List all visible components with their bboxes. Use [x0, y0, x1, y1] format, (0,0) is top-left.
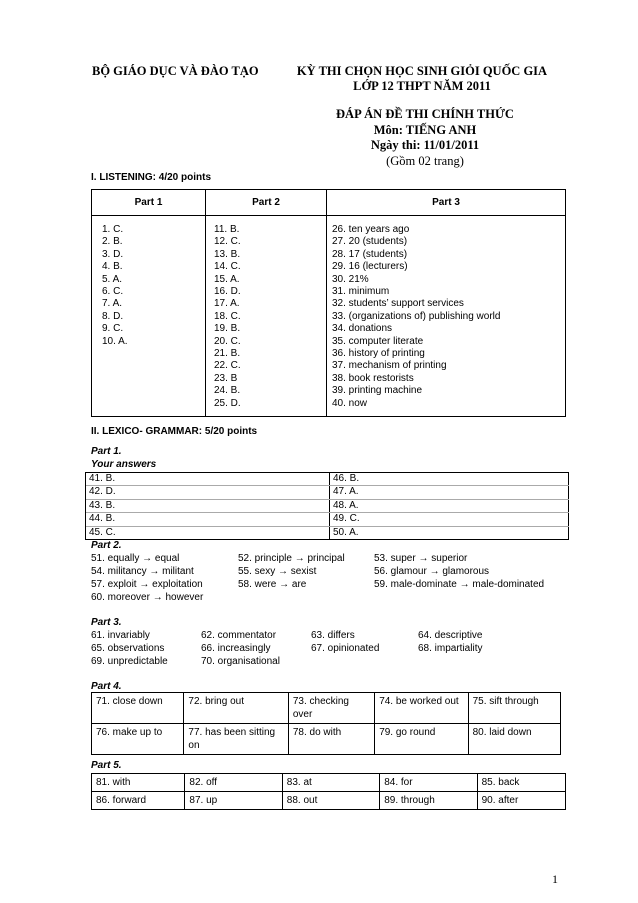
- part3-item: 68. impartiality: [418, 643, 483, 654]
- answer-item: 10. A.: [102, 335, 128, 347]
- answer-item: 13. B.: [214, 248, 241, 260]
- table-row: [86, 473, 569, 486]
- answer-item: 4. B.: [102, 261, 123, 273]
- answer-cell: 79. go round: [375, 724, 468, 755]
- answer-item: 37. mechanism of printing: [332, 360, 447, 372]
- answer-cell: 45. C.: [86, 527, 330, 539]
- part2-item: 60. moreover → however: [91, 592, 204, 603]
- table-row: [86, 500, 569, 513]
- table-row: [92, 792, 566, 810]
- answer-cell: 85. back: [477, 774, 565, 792]
- answer-item: 34. donations: [332, 323, 393, 335]
- answer-item: 38. book restorists: [332, 372, 414, 384]
- answer-cell: 49. C.: [330, 513, 569, 525]
- answer-cell: 76. make up to: [92, 724, 184, 755]
- answer-item: 16. D.: [214, 286, 241, 298]
- lexico-grammar-title: II. LEXICO- GRAMMAR: 5/20 points: [91, 426, 258, 437]
- part2-item: 58. were → are: [238, 579, 307, 590]
- answer-item: 1. C.: [102, 224, 124, 235]
- part2-title: Part 2.: [91, 540, 122, 551]
- answer-cell: 44. B.: [86, 513, 330, 525]
- page-count: (Gồm 02 trang): [386, 153, 464, 168]
- answer-cell: 88. out: [282, 792, 379, 810]
- answer-cell: 83. at: [282, 774, 379, 792]
- answer-item: 29. 16 (lecturers): [332, 261, 408, 273]
- part1-title: Part 1.: [91, 446, 122, 457]
- table-row: [92, 774, 566, 792]
- answer-item: 32. students’ support services: [332, 298, 464, 310]
- answer-item: 28. 17 (students): [332, 248, 408, 260]
- answer-item: 31. minimum: [332, 286, 390, 298]
- answer-item: 17. A.: [214, 298, 240, 310]
- table-row: [86, 486, 569, 499]
- exam-title-line1: KỲ THI CHỌN HỌC SINH GIỎI QUỐC GIA: [296, 64, 548, 78]
- part4-title: Part 4.: [91, 681, 122, 692]
- answer-cell: 75. sift through: [468, 693, 560, 724]
- listening-part2-answers: [214, 224, 241, 410]
- answer-cell: 90. after: [477, 792, 565, 810]
- answer-item: 27. 20 (students): [332, 236, 408, 248]
- part3-item: 62. commentator: [201, 630, 277, 641]
- exam-title: [284, 64, 560, 94]
- part2-item: 57. exploit → exploitation: [91, 579, 203, 590]
- part4-table: [91, 692, 561, 755]
- answer-cell: 78. do with: [288, 724, 374, 755]
- answer-item: 23. B: [214, 372, 238, 384]
- exam-date: Ngày thi: 11/01/2011: [370, 138, 480, 152]
- answer-cell: 87. up: [185, 792, 282, 810]
- answer-cell: 72. bring out: [184, 693, 288, 724]
- answer-item: 21. B.: [214, 348, 241, 360]
- answer-cell: 82. off: [185, 774, 282, 792]
- answer-item: 9. C.: [102, 323, 124, 335]
- table-row: [92, 724, 561, 755]
- answer-cell: 86. forward: [92, 792, 185, 810]
- answer-cell: 89. through: [380, 792, 477, 810]
- part3-item: 61. invariably: [91, 630, 150, 641]
- answer-item: 7. A.: [102, 298, 123, 310]
- answer-cell: 81. with: [92, 774, 185, 792]
- table-row: [86, 527, 569, 540]
- column-divider: [205, 190, 206, 416]
- answer-item: 19. B.: [214, 323, 241, 335]
- listening-part1-answers: [102, 224, 128, 348]
- answer-item: 20. C.: [214, 335, 241, 347]
- answer-item: 5. A.: [102, 273, 123, 285]
- part3-item: 64. descriptive: [418, 630, 483, 641]
- answer-key-title: ĐÁP ÁN ĐỀ THI CHÍNH THỨC: [336, 107, 514, 121]
- column-divider: [326, 190, 327, 416]
- part2-item: 56. glamour → glamorous: [374, 566, 490, 577]
- answer-item: 40. now: [332, 397, 368, 409]
- answer-item: 12. C.: [214, 236, 241, 248]
- answer-item: 36. history of printing: [332, 348, 425, 360]
- answer-cell: 73. checking over: [288, 693, 374, 724]
- header-part3: Part 3: [432, 197, 460, 208]
- ministry-name: BỘ GIÁO DỤC VÀ ĐÀO TẠO: [92, 64, 259, 78]
- part1-subtitle: Your answers: [91, 459, 157, 470]
- table-row: [92, 693, 561, 724]
- part1-answer-grid: [85, 472, 569, 540]
- answer-cell: 47. A.: [330, 486, 569, 498]
- answer-item: 22. C.: [214, 360, 241, 372]
- header-part2: Part 2: [252, 197, 280, 208]
- answer-cell: 46. B.: [330, 473, 569, 485]
- answer-item: 35. computer literate: [332, 335, 424, 347]
- part2-item: 59. male-dominate → male-dominated: [374, 579, 545, 590]
- answer-item: 18. C.: [214, 310, 241, 322]
- part3-item: 66. increasingly: [201, 643, 271, 654]
- subject: Môn: TIẾNG ANH: [373, 122, 477, 137]
- part2-item: 54. militancy → militant: [91, 566, 194, 577]
- answer-item: 33. (organizations of) publishing world: [332, 310, 501, 322]
- exam-title-line2: LỚP 12 THPT NĂM 2011: [353, 79, 491, 93]
- answer-item: 39. printing machine: [332, 385, 423, 397]
- answer-cell: 41. B.: [86, 473, 330, 485]
- part3-item: 63. differs: [311, 630, 355, 641]
- part2-item: 53. super → superior: [374, 553, 468, 564]
- answer-item: 11. B.: [214, 224, 240, 235]
- answer-item: 14. C.: [214, 261, 241, 273]
- answer-cell: 74. be worked out: [375, 693, 468, 724]
- answer-item: 25. D.: [214, 397, 241, 409]
- part3-item: 70. organisational: [201, 656, 280, 667]
- answer-cell: 84. for: [380, 774, 477, 792]
- answer-cell: 77. has been sitting on: [184, 724, 288, 755]
- answer-cell: 80. laid down: [468, 724, 560, 755]
- answer-item: 15. A.: [214, 273, 240, 285]
- answer-item: 26. ten years ago: [332, 224, 410, 235]
- part2-item: 55. sexy → sexist: [238, 566, 317, 577]
- part3-item: 69. unpredictable: [91, 656, 168, 667]
- part5-title: Part 5.: [91, 760, 122, 771]
- part2-item: 52. principle → principal: [238, 553, 345, 564]
- part3-item: 67. opinionated: [311, 643, 380, 654]
- listening-table: [91, 189, 566, 417]
- part5-table: [91, 773, 566, 810]
- part2-item: 51. equally → equal: [91, 553, 180, 564]
- table-row: [86, 513, 569, 526]
- answer-item: 8. D.: [102, 310, 124, 322]
- answer-key-header: [300, 107, 550, 169]
- listening-title: I. LISTENING: 4/20 points: [91, 172, 212, 183]
- answer-item: 30. 21%: [332, 273, 369, 285]
- answer-item: 24. B.: [214, 385, 241, 397]
- answer-cell: 71. close down: [92, 693, 184, 724]
- listening-part3-answers: [332, 224, 500, 410]
- answer-item: 2. B.: [102, 236, 123, 248]
- answer-item: 3. D.: [102, 248, 124, 260]
- answer-cell: 42. D.: [86, 486, 330, 498]
- part3-title: Part 3.: [91, 617, 122, 628]
- answer-cell: 48. A.: [330, 500, 569, 512]
- answer-item: 6. C.: [102, 286, 124, 298]
- part3-item: 65. observations: [91, 643, 165, 654]
- answer-cell: 50. A.: [330, 527, 569, 539]
- answer-cell: 43. B.: [86, 500, 330, 512]
- header-part1: Part 1: [134, 197, 163, 208]
- page-number: 1: [552, 872, 558, 886]
